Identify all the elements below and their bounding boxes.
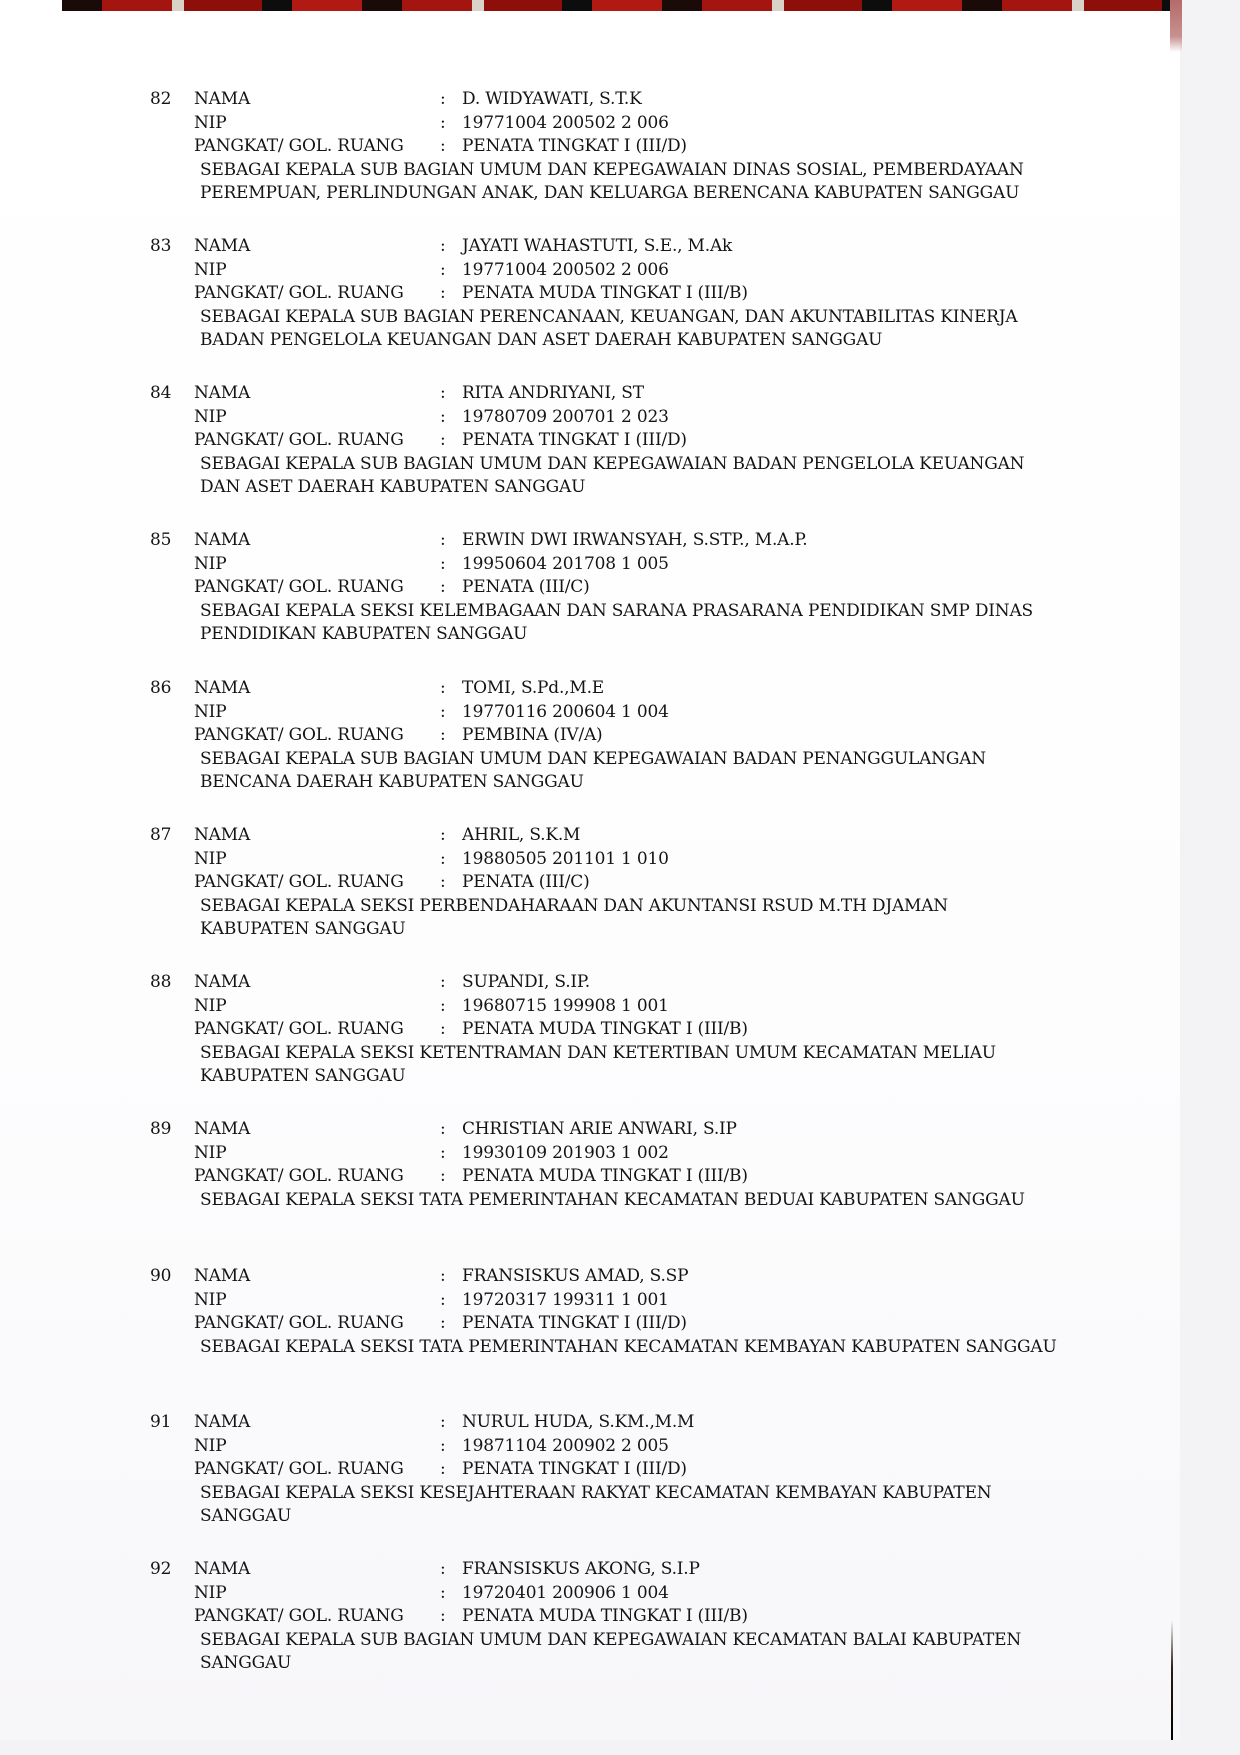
nama-value: ERWIN DWI IRWANSYAH, S.STP., M.A.P.: [462, 530, 808, 550]
nip-row: [150, 259, 1050, 283]
pangkat-label: PANGKAT/ GOL. RUANG: [194, 430, 404, 450]
jabatan-description: SEBAGAI KEPALA SUB BAGIAN UMUM DAN KEPEGAWAIAN BADAN PENANGGULANGAN BENCANA DAERAH KABUPATEN SANGGAU: [200, 748, 986, 792]
nip-row: [150, 1582, 1050, 1606]
entry-number: 82: [150, 89, 172, 109]
separator: :: [440, 1435, 446, 1456]
separator: :: [440, 430, 446, 450]
nip-value: 19871104 200902 2 005: [462, 1435, 669, 1456]
separator: :: [440, 972, 446, 992]
employee-entry: [150, 1265, 1057, 1359]
pangkat-value: PEMBINA (IV/A): [462, 725, 603, 745]
separator: :: [440, 1142, 446, 1163]
nip-label: NIP: [194, 406, 227, 427]
pangkat-label: PANGKAT/ GOL. RUANG: [194, 577, 404, 597]
nip-value: 19930109 201903 1 002: [462, 1142, 669, 1163]
page-edge-line: [1171, 1620, 1173, 1740]
pangkat-label: PANGKAT/ GOL. RUANG: [194, 1459, 404, 1479]
separator: :: [440, 678, 446, 698]
separator: :: [440, 1313, 446, 1333]
separator: :: [440, 553, 446, 574]
separator: :: [440, 1289, 446, 1310]
nip-label: NIP: [194, 112, 227, 133]
nama-row: [150, 1411, 1050, 1435]
nip-value: 19720317 199311 1 001: [462, 1289, 669, 1310]
pangkat-value: PENATA TINGKAT I (III/D): [462, 1313, 687, 1333]
jabatan-description: SEBAGAI KEPALA SEKSI TATA PEMERINTAHAN KECAMATAN KEMBAYAN KABUPATEN SANGGAU: [200, 1336, 1057, 1357]
jabatan-description: SEBAGAI KEPALA SUB BAGIAN UMUM DAN KEPEGAWAIAN KECAMATAN BALAI KABUPATEN SANGGAU: [200, 1629, 1022, 1673]
nip-value: 19780709 200701 2 023: [462, 406, 669, 427]
nip-label: NIP: [194, 995, 227, 1016]
nama-value: JAYATI WAHASTUTI, S.E., M.Ak: [462, 236, 733, 256]
separator: :: [440, 1582, 446, 1603]
separator: :: [440, 725, 446, 745]
pangkat-row: [150, 282, 1050, 306]
separator: :: [440, 1412, 446, 1432]
nama-row: [150, 1558, 1050, 1582]
nama-value: AHRIL, S.K.M: [462, 825, 581, 845]
separator: :: [440, 283, 446, 303]
nip-value: 19950604 201708 1 005: [462, 553, 669, 574]
entry-number: 85: [150, 530, 172, 550]
nip-label: NIP: [194, 701, 227, 722]
nama-label: NAMA: [194, 1266, 251, 1286]
separator: :: [440, 259, 446, 280]
nip-label: NIP: [194, 1289, 227, 1310]
jabatan-description: SEBAGAI KEPALA SEKSI KELEMBAGAAN DAN SARANA PRASARANA PENDIDIKAN SMP DINAS PENDIDIKAN KABUPATEN SANGGAU: [200, 600, 1033, 644]
separator: :: [440, 1559, 446, 1579]
separator: :: [440, 1166, 446, 1186]
entry-number: 88: [150, 972, 172, 992]
nip-label: NIP: [194, 259, 227, 280]
nama-row: [150, 88, 1050, 112]
jabatan-description: SEBAGAI KEPALA SEKSI PERBENDAHARAAN DAN AKUNTANSI RSUD M.TH DJAMAN KABUPATEN SANGGAU: [200, 895, 948, 939]
pangkat-row: [150, 135, 1050, 159]
separator: :: [440, 136, 446, 156]
employee-entry: [150, 529, 1050, 647]
nama-row: [150, 382, 1050, 406]
nama-row: [150, 1265, 1050, 1289]
pangkat-label: PANGKAT/ GOL. RUANG: [194, 283, 404, 303]
pangkat-row: [150, 1458, 1050, 1482]
separator: :: [440, 530, 446, 550]
pangkat-row: [150, 871, 1050, 895]
entry-number: 86: [150, 678, 172, 698]
pangkat-value: PENATA MUDA TINGKAT I (III/B): [462, 283, 748, 303]
nama-value: NURUL HUDA, S.KM.,M.M: [462, 1412, 695, 1432]
pangkat-label: PANGKAT/ GOL. RUANG: [194, 725, 404, 745]
pangkat-label: PANGKAT/ GOL. RUANG: [194, 872, 404, 892]
pangkat-row: [150, 1605, 1050, 1629]
separator: :: [440, 236, 446, 256]
employee-entry: [150, 382, 1050, 500]
nip-row: [150, 1142, 1050, 1166]
separator: :: [440, 112, 446, 133]
nip-row: [150, 553, 1050, 577]
separator: :: [440, 1266, 446, 1286]
entry-number: 84: [150, 383, 172, 403]
employee-entry: [150, 1411, 1050, 1529]
nama-value: FRANSISKUS AKONG, S.I.P: [462, 1559, 700, 1579]
pangkat-row: [150, 429, 1050, 453]
nip-row: [150, 406, 1050, 430]
separator: :: [440, 406, 446, 427]
jabatan-description: SEBAGAI KEPALA SUB BAGIAN UMUM DAN KEPEGAWAIAN BADAN PENGELOLA KEUANGAN DAN ASET DAERAH KABUPATEN SANGGAU: [200, 453, 1025, 497]
pangkat-value: PENATA (III/C): [462, 577, 590, 597]
nip-label: NIP: [194, 553, 227, 574]
separator: :: [440, 872, 446, 892]
pangkat-value: PENATA MUDA TINGKAT I (III/B): [462, 1019, 748, 1039]
pangkat-value: PENATA TINGKAT I (III/D): [462, 136, 687, 156]
entry-number: 83: [150, 236, 172, 256]
separator: :: [440, 1119, 446, 1139]
page-edge-shadow: [1170, 0, 1182, 52]
employee-entry: [150, 971, 1050, 1089]
nama-label: NAMA: [194, 1119, 251, 1139]
nama-label: NAMA: [194, 1412, 251, 1432]
nip-label: NIP: [194, 1142, 227, 1163]
employee-entry: [150, 677, 1050, 795]
separator: :: [440, 825, 446, 845]
jabatan-description: SEBAGAI KEPALA SEKSI TATA PEMERINTAHAN KECAMATAN BEDUAI KABUPATEN SANGGAU: [200, 1189, 1025, 1210]
separator: :: [440, 848, 446, 869]
pangkat-label: PANGKAT/ GOL. RUANG: [194, 1606, 404, 1626]
separator: :: [440, 577, 446, 597]
nama-row: [150, 235, 1050, 259]
nama-row: [150, 824, 1050, 848]
employee-entry: [150, 1558, 1050, 1676]
nama-value: SUPANDI, S.IP.: [462, 972, 590, 992]
nip-row: [150, 1289, 1050, 1313]
nama-row: [150, 971, 1050, 995]
pangkat-label: PANGKAT/ GOL. RUANG: [194, 136, 404, 156]
nama-label: NAMA: [194, 1559, 251, 1579]
nip-value: 19680715 199908 1 001: [462, 995, 669, 1016]
jabatan-description: SEBAGAI KEPALA SEKSI KETENTRAMAN DAN KETERTIBAN UMUM KECAMATAN MELIAU KABUPATEN SANGGAU: [200, 1042, 996, 1086]
employee-entry: [150, 88, 1050, 206]
entry-number: 89: [150, 1119, 172, 1139]
pangkat-row: [150, 724, 1050, 748]
nip-value: 19880505 201101 1 010: [462, 848, 669, 869]
separator: :: [440, 383, 446, 403]
pangkat-value: PENATA TINGKAT I (III/D): [462, 430, 687, 450]
pangkat-label: PANGKAT/ GOL. RUANG: [194, 1166, 404, 1186]
pangkat-row: [150, 1312, 1050, 1336]
nip-row: [150, 848, 1050, 872]
entry-number: 90: [150, 1266, 172, 1286]
separator: :: [440, 1606, 446, 1626]
nama-row: [150, 677, 1050, 701]
nama-label: NAMA: [194, 383, 251, 403]
nama-row: [150, 529, 1050, 553]
entry-number: 87: [150, 825, 172, 845]
pangkat-value: PENATA MUDA TINGKAT I (III/B): [462, 1166, 748, 1186]
nama-value: TOMI, S.Pd.,M.E: [462, 678, 604, 698]
nama-label: NAMA: [194, 972, 251, 992]
employee-entry: [150, 235, 1050, 353]
employee-entry: [150, 1118, 1050, 1212]
jabatan-description: SEBAGAI KEPALA SUB BAGIAN PERENCANAAN, KEUANGAN, DAN AKUNTABILITAS KINERJA BADAN PENGELOLA KEUANGAN DAN ASET DAERAH KABUPATEN SANGGAU: [200, 306, 1018, 350]
nip-label: NIP: [194, 1582, 227, 1603]
separator: :: [440, 995, 446, 1016]
nip-label: NIP: [194, 848, 227, 869]
pangkat-row: [150, 1165, 1050, 1189]
nip-row: [150, 701, 1050, 725]
separator: :: [440, 701, 446, 722]
nip-value: 19771004 200502 2 006: [462, 259, 669, 280]
pangkat-label: PANGKAT/ GOL. RUANG: [194, 1313, 404, 1333]
nip-row: [150, 112, 1050, 136]
nip-value: 19771004 200502 2 006: [462, 112, 669, 133]
nip-value: 19720401 200906 1 004: [462, 1582, 669, 1603]
nama-value: D. WIDYAWATI, S.T.K: [462, 89, 642, 109]
employee-entry: [150, 824, 1050, 942]
nama-label: NAMA: [194, 678, 251, 698]
nama-label: NAMA: [194, 825, 251, 845]
jabatan-description: SEBAGAI KEPALA SEKSI KESEJAHTERAAN RAKYAT KECAMATAN KEMBAYAN KABUPATEN SANGGAU: [200, 1482, 992, 1526]
pangkat-value: PENATA TINGKAT I (III/D): [462, 1459, 687, 1479]
scanned-header-strip: [62, 0, 1180, 11]
nip-row: [150, 1435, 1050, 1459]
separator: :: [440, 1459, 446, 1479]
nama-label: NAMA: [194, 89, 251, 109]
nama-label: NAMA: [194, 236, 251, 256]
nama-value: FRANSISKUS AMAD, S.SP: [462, 1266, 689, 1286]
pangkat-value: PENATA MUDA TINGKAT I (III/B): [462, 1606, 748, 1626]
nama-value: CHRISTIAN ARIE ANWARI, S.IP: [462, 1119, 737, 1139]
pangkat-row: [150, 1018, 1050, 1042]
nip-row: [150, 995, 1050, 1019]
separator: :: [440, 1019, 446, 1039]
nip-label: NIP: [194, 1435, 227, 1456]
separator: :: [440, 89, 446, 109]
nama-row: [150, 1118, 1050, 1142]
pangkat-label: PANGKAT/ GOL. RUANG: [194, 1019, 404, 1039]
pangkat-row: [150, 576, 1050, 600]
pangkat-value: PENATA (III/C): [462, 872, 590, 892]
jabatan-description: SEBAGAI KEPALA SUB BAGIAN UMUM DAN KEPEGAWAIAN DINAS SOSIAL, PEMBERDAYAAN PEREMPUAN, PERLINDUNGAN ANAK, DAN KELUARGA BERENCANA KABUPATEN SANGGAU: [200, 159, 1024, 203]
nama-value: RITA ANDRIYANI, ST: [462, 383, 644, 403]
nama-label: NAMA: [194, 530, 251, 550]
nip-value: 19770116 200604 1 004: [462, 701, 669, 722]
entry-number: 91: [150, 1412, 172, 1432]
entry-number: 92: [150, 1559, 172, 1579]
